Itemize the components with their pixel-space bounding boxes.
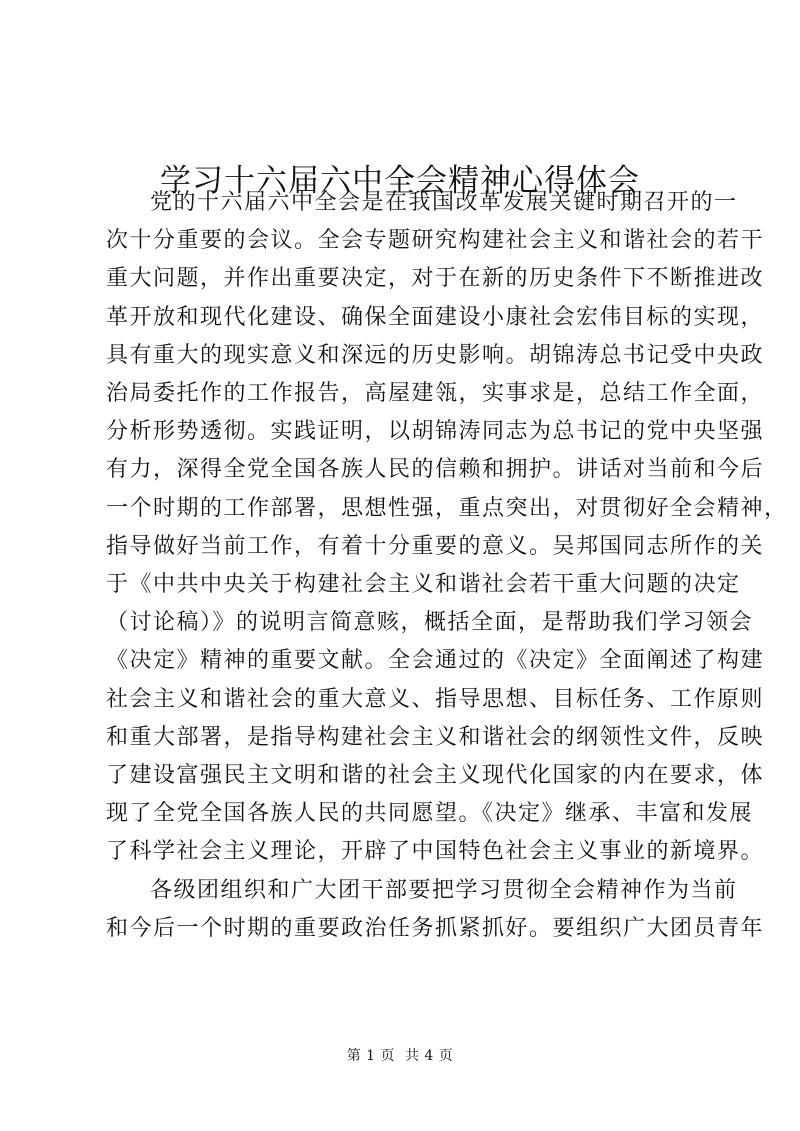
text-line: 和今后一个时期的重要政治任务抓紧抓好。要组织广大团员青年 — [106, 915, 765, 941]
text-line: 革开放和现代化建设、确保全面建设小康社会宏伟目标的实现， — [106, 304, 765, 330]
text-line: 《决定》精神的重要文献。全会通过的《决定》全面阐述了构建 — [106, 648, 765, 674]
text-line: 有力，深得全党全国各族人民的信赖和拥护。讲话对当前和今后 — [106, 457, 765, 483]
text-line: 社会主义和谐社会的重大意义、指导思想、目标任务、工作原则 — [106, 686, 765, 712]
text-line: 党的十六届六中全会是在我国改革发展关键时期召开的一 — [150, 190, 738, 215]
document-title: 学习十六届六中全会精神心得体会 — [160, 162, 640, 199]
text-line: 指导做好当前工作，有着十分重要的意义。吴邦国同志所作的关 — [106, 533, 765, 559]
paragraph-1 — [106, 184, 788, 872]
document-body — [106, 184, 788, 948]
text-line: 于《中共中央关于构建社会主义和谐社会若干重大问题的决定 — [106, 572, 741, 598]
page-number-label: 第 1 页 共 4 页 — [346, 1048, 454, 1064]
text-line: 次十分重要的会议。全会专题研究构建社会主义和谐社会的若干 — [106, 228, 765, 254]
text-line: 一个时期的工作部署，思想性强，重点突出，对贯彻好全会精神， — [106, 495, 788, 521]
text-line: 分析形势透彻。实践证明，以胡锦涛同志为总书记的党中央坚强 — [106, 419, 765, 445]
text-line: （讨论稿）》的说明言简意赅，概括全面，是帮助我们学习领会 — [106, 610, 754, 636]
text-line: 现了全党全国各族人民的共同愿望。《决定》继承、丰富和发展 — [106, 801, 754, 827]
text-line: 治局委托作的工作报告，高屋建瓴，实事求是，总结工作全面， — [106, 381, 765, 407]
text-line: 重大问题，并作出重要决定，对于在新的历史条件下不断推进改 — [106, 266, 765, 292]
text-line: 和重大部署，是指导构建社会主义和谐社会的纲领性文件，反映 — [106, 724, 765, 750]
page-footer — [0, 1046, 800, 1066]
paragraph-2 — [106, 872, 765, 948]
text-line: 了建设富强民主文明和谐的社会主义现代化国家的内在要求，体 — [106, 763, 765, 789]
text-line: 了科学社会主义理论，开辟了中国特色社会主义事业的新境界。 — [106, 839, 765, 865]
text-line: 各级团组织和广大团干部要把学习贯彻全会精神作为当前 — [150, 877, 738, 903]
text-line: 具有重大的现实意义和深远的历史影响。胡锦涛总书记受中央政 — [106, 342, 765, 368]
